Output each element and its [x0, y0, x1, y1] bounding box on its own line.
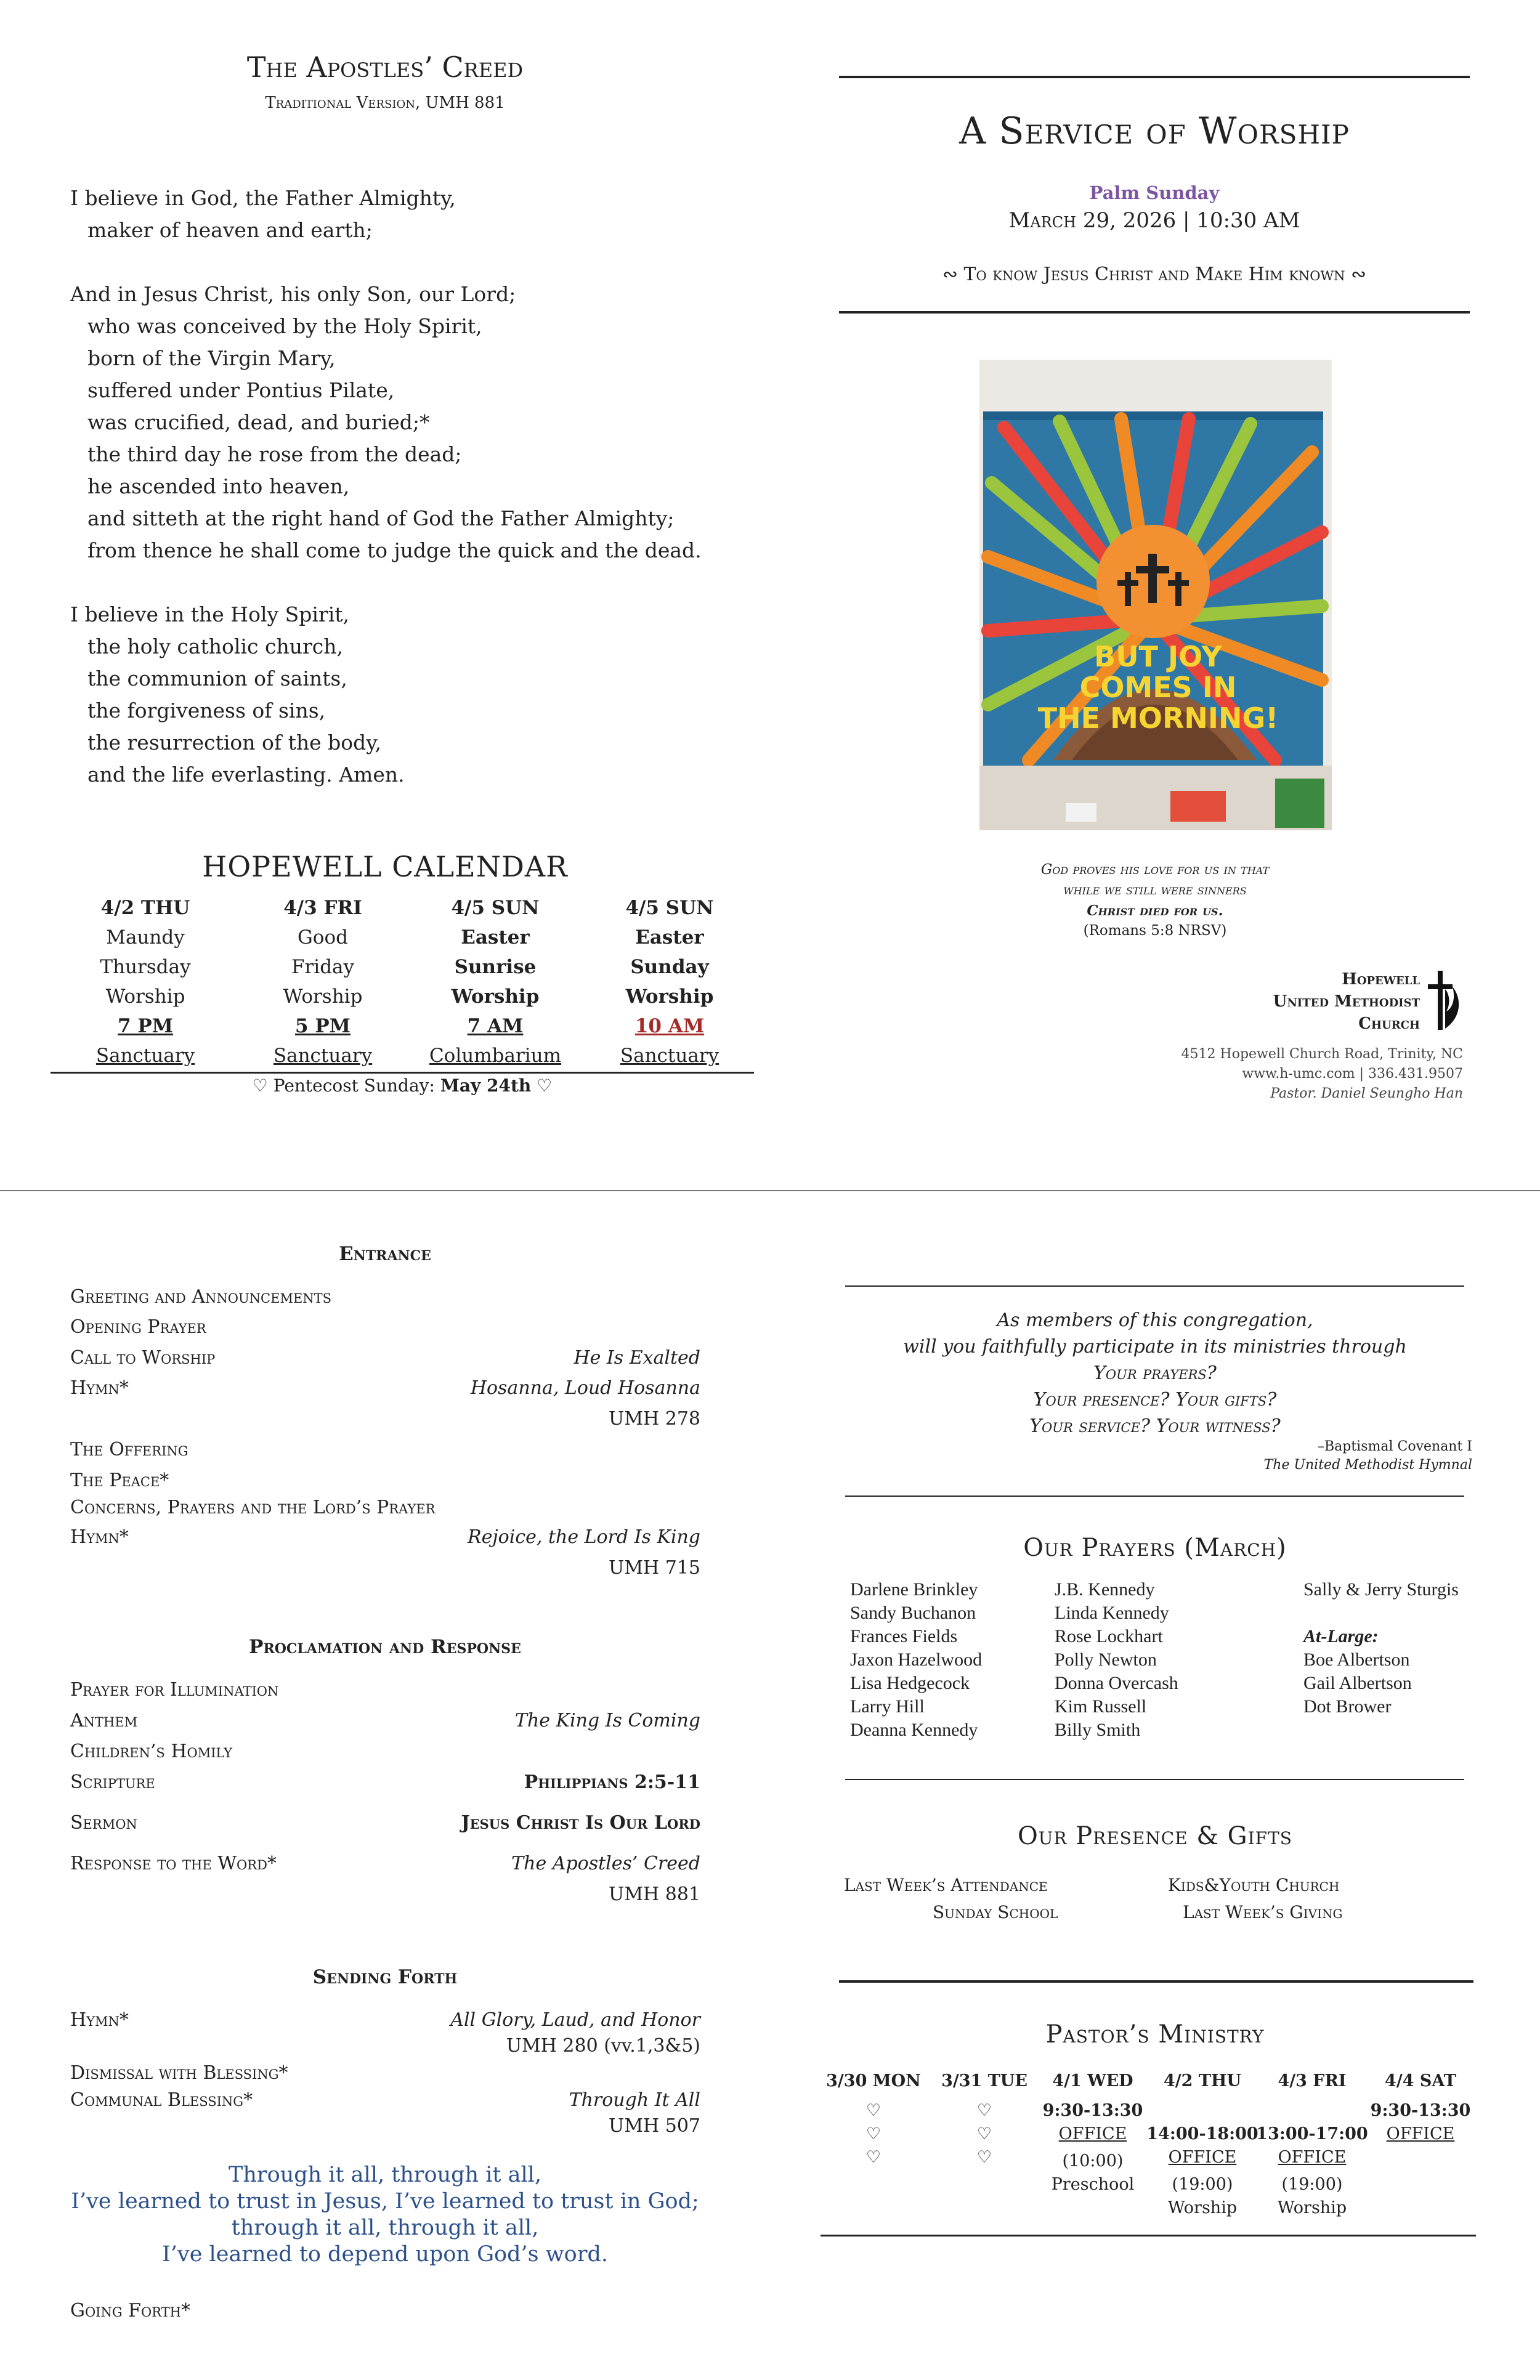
covenant-line: Your service? Your witness?: [1029, 1415, 1281, 1437]
hymn-number: UMH 278: [609, 1408, 700, 1430]
calendar-date: 4/5 SUN: [451, 897, 540, 919]
ministry-day-head: 4/1 WED: [1052, 2071, 1133, 2091]
note-date: May 24th: [440, 1075, 532, 1096]
prayer-name: Donna Overcash: [1055, 1673, 1178, 1693]
order-item-detail: He Is Exalted: [573, 1347, 700, 1369]
creed-line: was crucified, dead, and buried;*: [87, 410, 430, 434]
verse-line: while we still were sinners: [1063, 882, 1247, 898]
prayers-bottom-rule: [845, 1779, 1464, 1780]
order-item: Prayer for Illumination: [70, 1679, 279, 1701]
section-heading-sending: Sending Forth: [312, 1966, 458, 1988]
covenant-line: Your presence? Your gifts?: [1033, 1389, 1277, 1411]
ministry-day: [1359, 2070, 1482, 2146]
ministry-extra-label: Worship: [1167, 2198, 1238, 2217]
creed-paragraph-1: [70, 182, 456, 246]
church-name-line: United Methodist: [1273, 992, 1420, 1011]
order-item: Hymn*: [70, 2009, 129, 2031]
ministry-day-head: 4/4 SAT: [1385, 2071, 1456, 2091]
church-contact: www.h-umc.com | 336.431.9507: [1242, 1066, 1463, 1082]
order-item-detail: All Glory, Laud, and Honor: [450, 2009, 700, 2031]
cover-occasion: Palm Sunday: [1089, 182, 1220, 203]
creed-line: And in Jesus Christ, his only Son, our Lord;: [70, 282, 516, 306]
ministry-title: Pastor’s Ministry: [1045, 2020, 1265, 2049]
creed-line: the holy catholic church,: [87, 634, 343, 658]
cover-date: March 29, 2026 | 10:30 AM: [1008, 208, 1300, 233]
order-item: Hymn*: [70, 1526, 129, 1548]
page-fold-divider: [0, 1190, 1540, 1191]
creed-line: I believe in the Holy Spirit,: [70, 602, 350, 626]
calendar-date: 4/5 SUN: [625, 897, 714, 919]
heart-icon: ♡: [865, 2124, 881, 2143]
order-item: Call to Worship: [70, 1347, 216, 1369]
hymn-number: UMH 715: [609, 1557, 700, 1579]
calendar-line: Thursday: [100, 956, 191, 978]
calendar-line: Maundy: [106, 926, 185, 949]
prayer-list-col2: [1055, 1578, 1178, 1742]
ministry-day: [1141, 2070, 1264, 2220]
calendar-place: Sanctuary: [95, 1045, 195, 1067]
prayer-name: Kim Russell: [1055, 1696, 1147, 1717]
covenant-top-rule: [845, 1285, 1464, 1287]
order-item-detail: Rejoice, the Lord Is King: [468, 1526, 700, 1548]
banner-line: BUT JOY: [1094, 640, 1222, 673]
order-item-detail: Through It All: [569, 2089, 700, 2111]
calendar-line: Friday: [291, 956, 355, 978]
ministry-extra-label: Worship: [1277, 2198, 1347, 2217]
note-prefix: ♡ Pentecost Sunday:: [252, 1075, 440, 1096]
ministry-office: OFFICE: [1168, 2148, 1237, 2167]
calendar-line: Sunday: [630, 956, 709, 978]
hymn-number: UMH 507: [609, 2115, 700, 2137]
prayer-name: Billy Smith: [1055, 1720, 1141, 1740]
calendar-column: [577, 893, 762, 1071]
cover-bottom-rule: [839, 311, 1470, 314]
lyric-line: I’ve learned to depend upon God’s word.: [161, 2242, 609, 2267]
ministry-extra-time: (19:00): [1172, 2175, 1233, 2194]
order-item: Response to the Word*: [70, 1853, 277, 1874]
calendar-time-highlight: 10 AM: [634, 1015, 705, 1037]
prayer-name: Rose Lockhart: [1055, 1626, 1163, 1646]
creed-line: the forgiveness of sins,: [87, 698, 326, 722]
cover-photo: [979, 360, 1332, 830]
creed-line: from thence he shall come to judge the quick and the dead.: [87, 538, 702, 562]
creed-line: and sitteth at the right hand of God the Father Almighty;: [87, 506, 675, 530]
calendar-time: 5 PM: [295, 1015, 351, 1037]
prayer-name: Frances Fields: [850, 1626, 958, 1646]
prayer-name: Sally & Jerry Sturgis: [1303, 1579, 1459, 1600]
giving-label: Last Week’s Giving: [1183, 1902, 1343, 1922]
ministry-day: [812, 2070, 935, 2169]
creed-subtitle: Traditional Version, UMH 881: [265, 94, 505, 112]
calendar-time: 7 PM: [118, 1015, 173, 1037]
banner-line: THE MORNING!: [1037, 702, 1279, 735]
creed-line: I believe in God, the Father Almighty,: [70, 186, 456, 210]
calendar-line: Worship: [283, 986, 363, 1008]
covenant-line: Your prayers?: [1093, 1362, 1217, 1384]
covenant-source-hymnal: The United Methodist Hymnal: [1263, 1457, 1472, 1473]
covenant-line: As members of this congregation,: [997, 1309, 1313, 1331]
heart-icon: ♡: [976, 2148, 992, 2167]
calendar-line: Worship: [625, 986, 714, 1008]
presence-bottom-rule: [839, 1980, 1473, 1983]
ministry-day: [923, 2070, 1046, 2169]
creed-line: the communion of saints,: [87, 666, 347, 690]
creed-paragraph-3: [70, 599, 405, 791]
sermon-title: Jesus Christ Is Our Lord: [461, 1812, 700, 1834]
verse-line: God proves his love for us in that: [1040, 862, 1270, 878]
order-item: Going Forth*: [70, 2300, 190, 2321]
ministry-time: 13:00-17:00: [1256, 2124, 1368, 2143]
order-item: Sermon: [70, 1812, 137, 1834]
prayer-name: Deanna Kennedy: [850, 1720, 978, 1740]
calendar-date: 4/3 FRI: [283, 897, 362, 919]
at-large-label: At-Large:: [1303, 1626, 1379, 1646]
order-item: Greeting and Announcements: [70, 1286, 332, 1308]
calendar-note: [51, 1075, 754, 1096]
church-address-block: [1047, 1045, 1463, 1104]
verse-reference: (Romans 5:8 NRSV): [1083, 923, 1227, 939]
ministry-day-head: 3/31 TUE: [941, 2071, 1027, 2091]
heart-icon: ♡: [865, 2148, 881, 2167]
order-item: Concerns, Prayers and the Lord’s Prayer: [70, 1497, 436, 1518]
ministry-bottom-rule: [821, 2235, 1476, 2236]
baptismal-covenant-quote: [838, 1307, 1472, 1439]
covenant-line: will you faithfully participate in its ministries through: [903, 1336, 1407, 1358]
ministry-office: OFFICE: [1386, 2124, 1455, 2143]
calendar-time: 7 AM: [467, 1015, 524, 1037]
creed-line: who was conceived by the Holy Spirit,: [87, 314, 482, 338]
prayer-name: Lisa Hedgecock: [850, 1673, 970, 1693]
ministry-day-head: 3/30 MON: [826, 2071, 921, 2091]
order-item-detail: The King Is Coming: [514, 1710, 700, 1731]
creed-paragraph-2: [70, 278, 702, 567]
prayer-name: Sandy Buchanon: [850, 1603, 976, 1623]
ministry-time: 9:30-13:30: [1042, 2101, 1143, 2120]
creed-line: and the life everlasting. Amen.: [87, 763, 405, 787]
cover-title: A Service of Worship: [959, 110, 1350, 153]
order-item: Opening Prayer: [70, 1316, 206, 1338]
calendar-divider: [51, 1072, 754, 1074]
calendar-date: 4/2 THU: [100, 897, 190, 919]
order-item-detail: Hosanna, Loud Hosanna: [470, 1377, 700, 1399]
lyrics-block: [0, 2162, 770, 2268]
kids-youth-label: Kids&Youth Church: [1168, 1875, 1340, 1895]
presence-title: Our Presence & Gifts: [1018, 1822, 1292, 1850]
prayer-name: Boe Albertson: [1303, 1649, 1410, 1670]
covenant-source-line: –Baptismal Covenant I: [1317, 1439, 1472, 1454]
lyric-line: I’ve learned to trust in Jesus, I’ve learned to trust in God;: [71, 2189, 699, 2214]
calendar-line: Worship: [105, 986, 185, 1008]
sunday-school-label: Sunday School: [933, 1902, 1058, 1922]
church-address: 4512 Hopewell Church Road, Trinity, NC: [1181, 1046, 1463, 1062]
ministry-extra-label: Preschool: [1051, 2175, 1135, 2194]
order-item: Anthem: [70, 1710, 138, 1731]
creed-title: The Apostles’ Creed: [246, 51, 524, 84]
ministry-day-head: 4/3 FRI: [1278, 2071, 1347, 2091]
covenant-source: [1170, 1438, 1472, 1475]
prayer-name: Dot Brower: [1303, 1696, 1392, 1717]
order-item: Children’s Homily: [70, 1741, 232, 1762]
prayer-name: Darlene Brinkley: [850, 1579, 978, 1600]
church-name: [1146, 968, 1420, 1035]
calendar-title: HOPEWELL CALENDAR: [202, 850, 568, 883]
ministry-day: [1250, 2070, 1374, 2220]
church-name-line: Church: [1358, 1014, 1420, 1033]
verse-line: Christ died for us.: [1087, 902, 1223, 919]
attendance-label: Last Week’s Attendance: [844, 1875, 1048, 1895]
creed-line: he ascended into heaven,: [87, 474, 350, 498]
ministry-office: OFFICE: [1058, 2124, 1127, 2143]
cross-and-flame-icon: [1424, 968, 1465, 1034]
calendar-place: Sanctuary: [273, 1045, 373, 1067]
prayer-name: Polly Newton: [1055, 1649, 1157, 1670]
church-name-line: Hopewell: [1342, 970, 1420, 989]
ministry-day: [1031, 2070, 1154, 2196]
creed-line: the resurrection of the body,: [87, 731, 381, 755]
calendar-line: Sunrise: [454, 956, 537, 978]
banner-line: COMES IN: [1079, 671, 1237, 704]
calendar-line: Easter: [635, 926, 704, 949]
prayer-list-col3: [1303, 1578, 1459, 1718]
prayer-name: Gail Albertson: [1303, 1673, 1412, 1693]
order-item: The Offering: [70, 1439, 188, 1460]
calendar-column: [230, 893, 415, 1071]
section-heading-entrance: Entrance: [339, 1243, 431, 1265]
heart-icon: ♡: [865, 2101, 881, 2120]
calendar-line: Good: [298, 926, 348, 949]
cover-top-rule: [839, 76, 1470, 78]
creed-line: born of the Virgin Mary,: [87, 346, 336, 370]
ministry-time: 9:30-13:30: [1370, 2101, 1471, 2120]
calendar-place: Sanctuary: [620, 1045, 719, 1067]
prayer-list-col1: [850, 1578, 982, 1742]
calendar-line: Easter: [461, 926, 530, 949]
prayer-name: Jaxon Hazelwood: [850, 1649, 983, 1670]
ministry-extra-time: (19:00): [1281, 2175, 1343, 2194]
calendar-column: [403, 893, 588, 1071]
creed-line: the third day he rose from the dead;: [87, 442, 462, 466]
order-item: The Peace*: [70, 1470, 169, 1491]
prayer-name: J.B. Kennedy: [1055, 1579, 1155, 1600]
order-item-detail: The Apostles’ Creed: [511, 1853, 700, 1874]
church-pastor: Pastor. Daniel Seungho Han: [1270, 1086, 1463, 1101]
prayers-title: Our Prayers (March): [1023, 1534, 1287, 1562]
ministry-day-head: 4/2 THU: [1164, 2071, 1241, 2091]
hymn-number: UMH 881: [609, 1884, 700, 1905]
bulletin-board-image: [979, 360, 1332, 830]
covenant-bottom-rule: [845, 1496, 1464, 1497]
lyric-line: through it all, through it all,: [231, 2216, 539, 2240]
calendar-line: Worship: [451, 986, 540, 1008]
hymn-number: UMH 280 (vv.1,3&5): [506, 2035, 700, 2057]
lyric-line: Through it all, through it all,: [229, 2163, 541, 2187]
ministry-extra-time: (10:00): [1062, 2151, 1124, 2171]
prayer-name: Linda Kennedy: [1055, 1603, 1169, 1623]
creed-line: maker of heaven and earth;: [87, 218, 373, 242]
calendar-place: Columbarium: [429, 1045, 562, 1067]
heart-icon: ♡: [976, 2124, 992, 2143]
cover-verse: [961, 860, 1349, 941]
order-item: Scripture: [70, 1771, 155, 1793]
creed-line: suffered under Pontius Pilate,: [87, 378, 395, 402]
cover-motto: ∾ To know Jesus Christ and Make Him known ∾: [942, 264, 1367, 285]
calendar-column: [53, 893, 238, 1071]
order-item: Communal Blessing*: [70, 2089, 253, 2111]
section-heading-proclamation: Proclamation and Response: [249, 1636, 521, 1658]
note-suffix: ♡: [531, 1075, 553, 1096]
order-item: Hymn*: [70, 1377, 129, 1399]
ministry-time: 14:00-18:00: [1146, 2124, 1258, 2143]
ministry-office: OFFICE: [1278, 2148, 1347, 2167]
scripture-reference: Philippians 2:5-11: [524, 1771, 700, 1793]
order-item: Dismissal with Blessing*: [70, 2062, 288, 2084]
heart-icon: ♡: [976, 2101, 992, 2120]
prayer-name: Larry Hill: [850, 1696, 925, 1717]
